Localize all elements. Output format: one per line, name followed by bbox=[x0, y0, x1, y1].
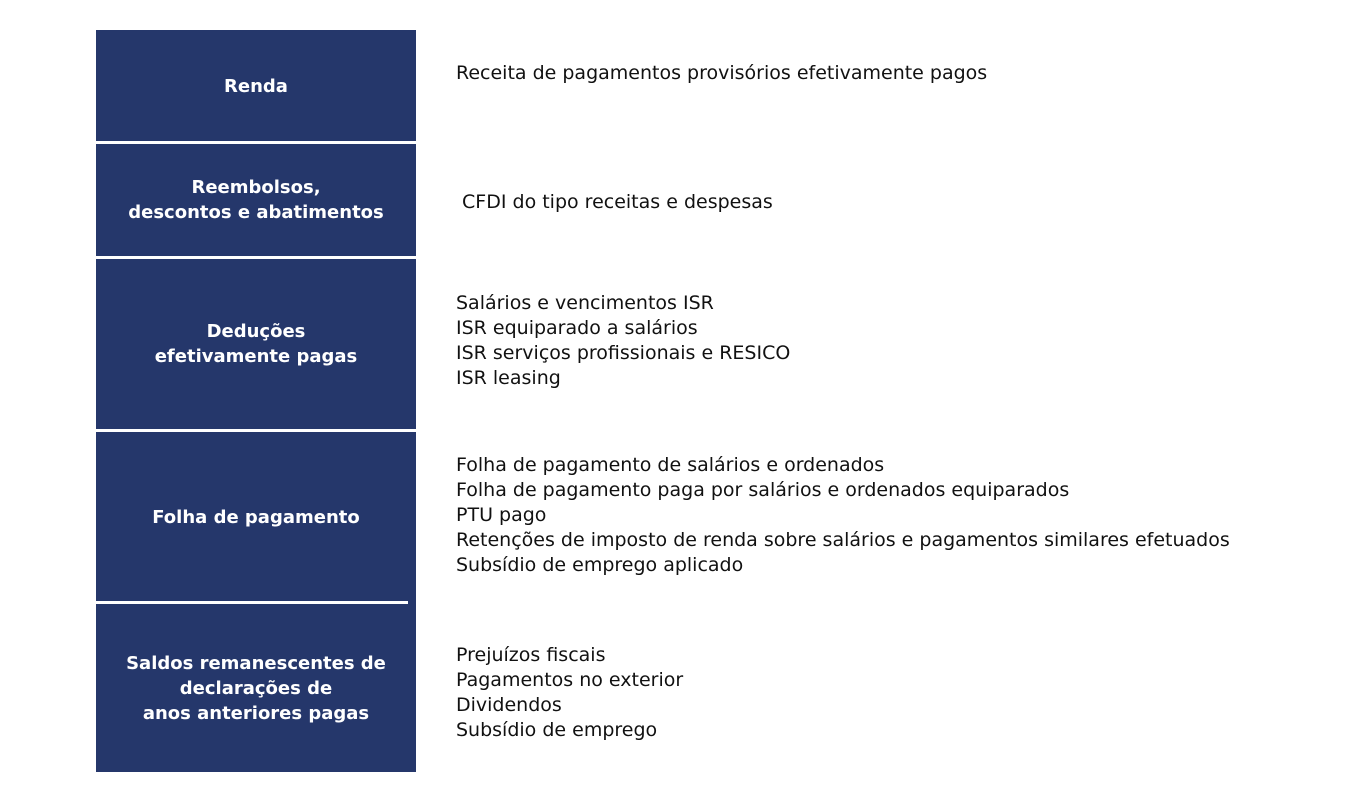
list-item: Salários e vencimentos ISR bbox=[456, 292, 714, 314]
category-reembolsos bbox=[96, 144, 416, 256]
category-folha bbox=[96, 432, 416, 602]
category-label: Renda bbox=[224, 75, 288, 97]
category-renda bbox=[96, 30, 416, 142]
category-saldos bbox=[96, 604, 416, 772]
list-item: Folha de pagamento paga por salários e ordenados equiparados bbox=[456, 479, 1070, 501]
items-reembolsos bbox=[456, 190, 773, 215]
list-item: PTU pago bbox=[456, 504, 547, 526]
items-folha bbox=[456, 453, 1230, 578]
list-item: ISR equiparado a salários bbox=[456, 317, 698, 339]
list-item: Prejuízos fiscais bbox=[456, 644, 606, 666]
items-renda bbox=[456, 61, 987, 86]
list-item: Dividendos bbox=[456, 694, 562, 716]
items-deducoes bbox=[456, 291, 790, 391]
category-label: Folha de pagamento bbox=[152, 506, 360, 528]
list-item: Subsídio de emprego bbox=[456, 719, 658, 741]
list-item: Pagamentos no exterior bbox=[456, 669, 684, 691]
list-item: Subsídio de emprego aplicado bbox=[456, 554, 744, 576]
category-column bbox=[96, 30, 416, 772]
list-item: Folha de pagamento de salários e ordenados bbox=[456, 454, 885, 476]
category-label: Deduções efetivamente pagas bbox=[154, 321, 358, 367]
category-label: Saldos remanescentes de declarações de anos anteriores pagas bbox=[126, 652, 386, 724]
list-item: CFDI do tipo receitas e despesas bbox=[456, 191, 773, 213]
category-label: Reembolsos, descontos e abatimentos bbox=[128, 177, 384, 223]
items-saldos bbox=[456, 643, 683, 743]
list-item: ISR serviços profissionais e RESICO bbox=[456, 342, 791, 364]
list-item: Retenções de imposto de renda sobre salários e pagamentos similares efetuados bbox=[456, 529, 1230, 551]
category-deducoes bbox=[96, 259, 416, 429]
list-item: Receita de pagamentos provisórios efetivamente pagos bbox=[456, 62, 988, 84]
list-item: ISR leasing bbox=[456, 367, 561, 389]
